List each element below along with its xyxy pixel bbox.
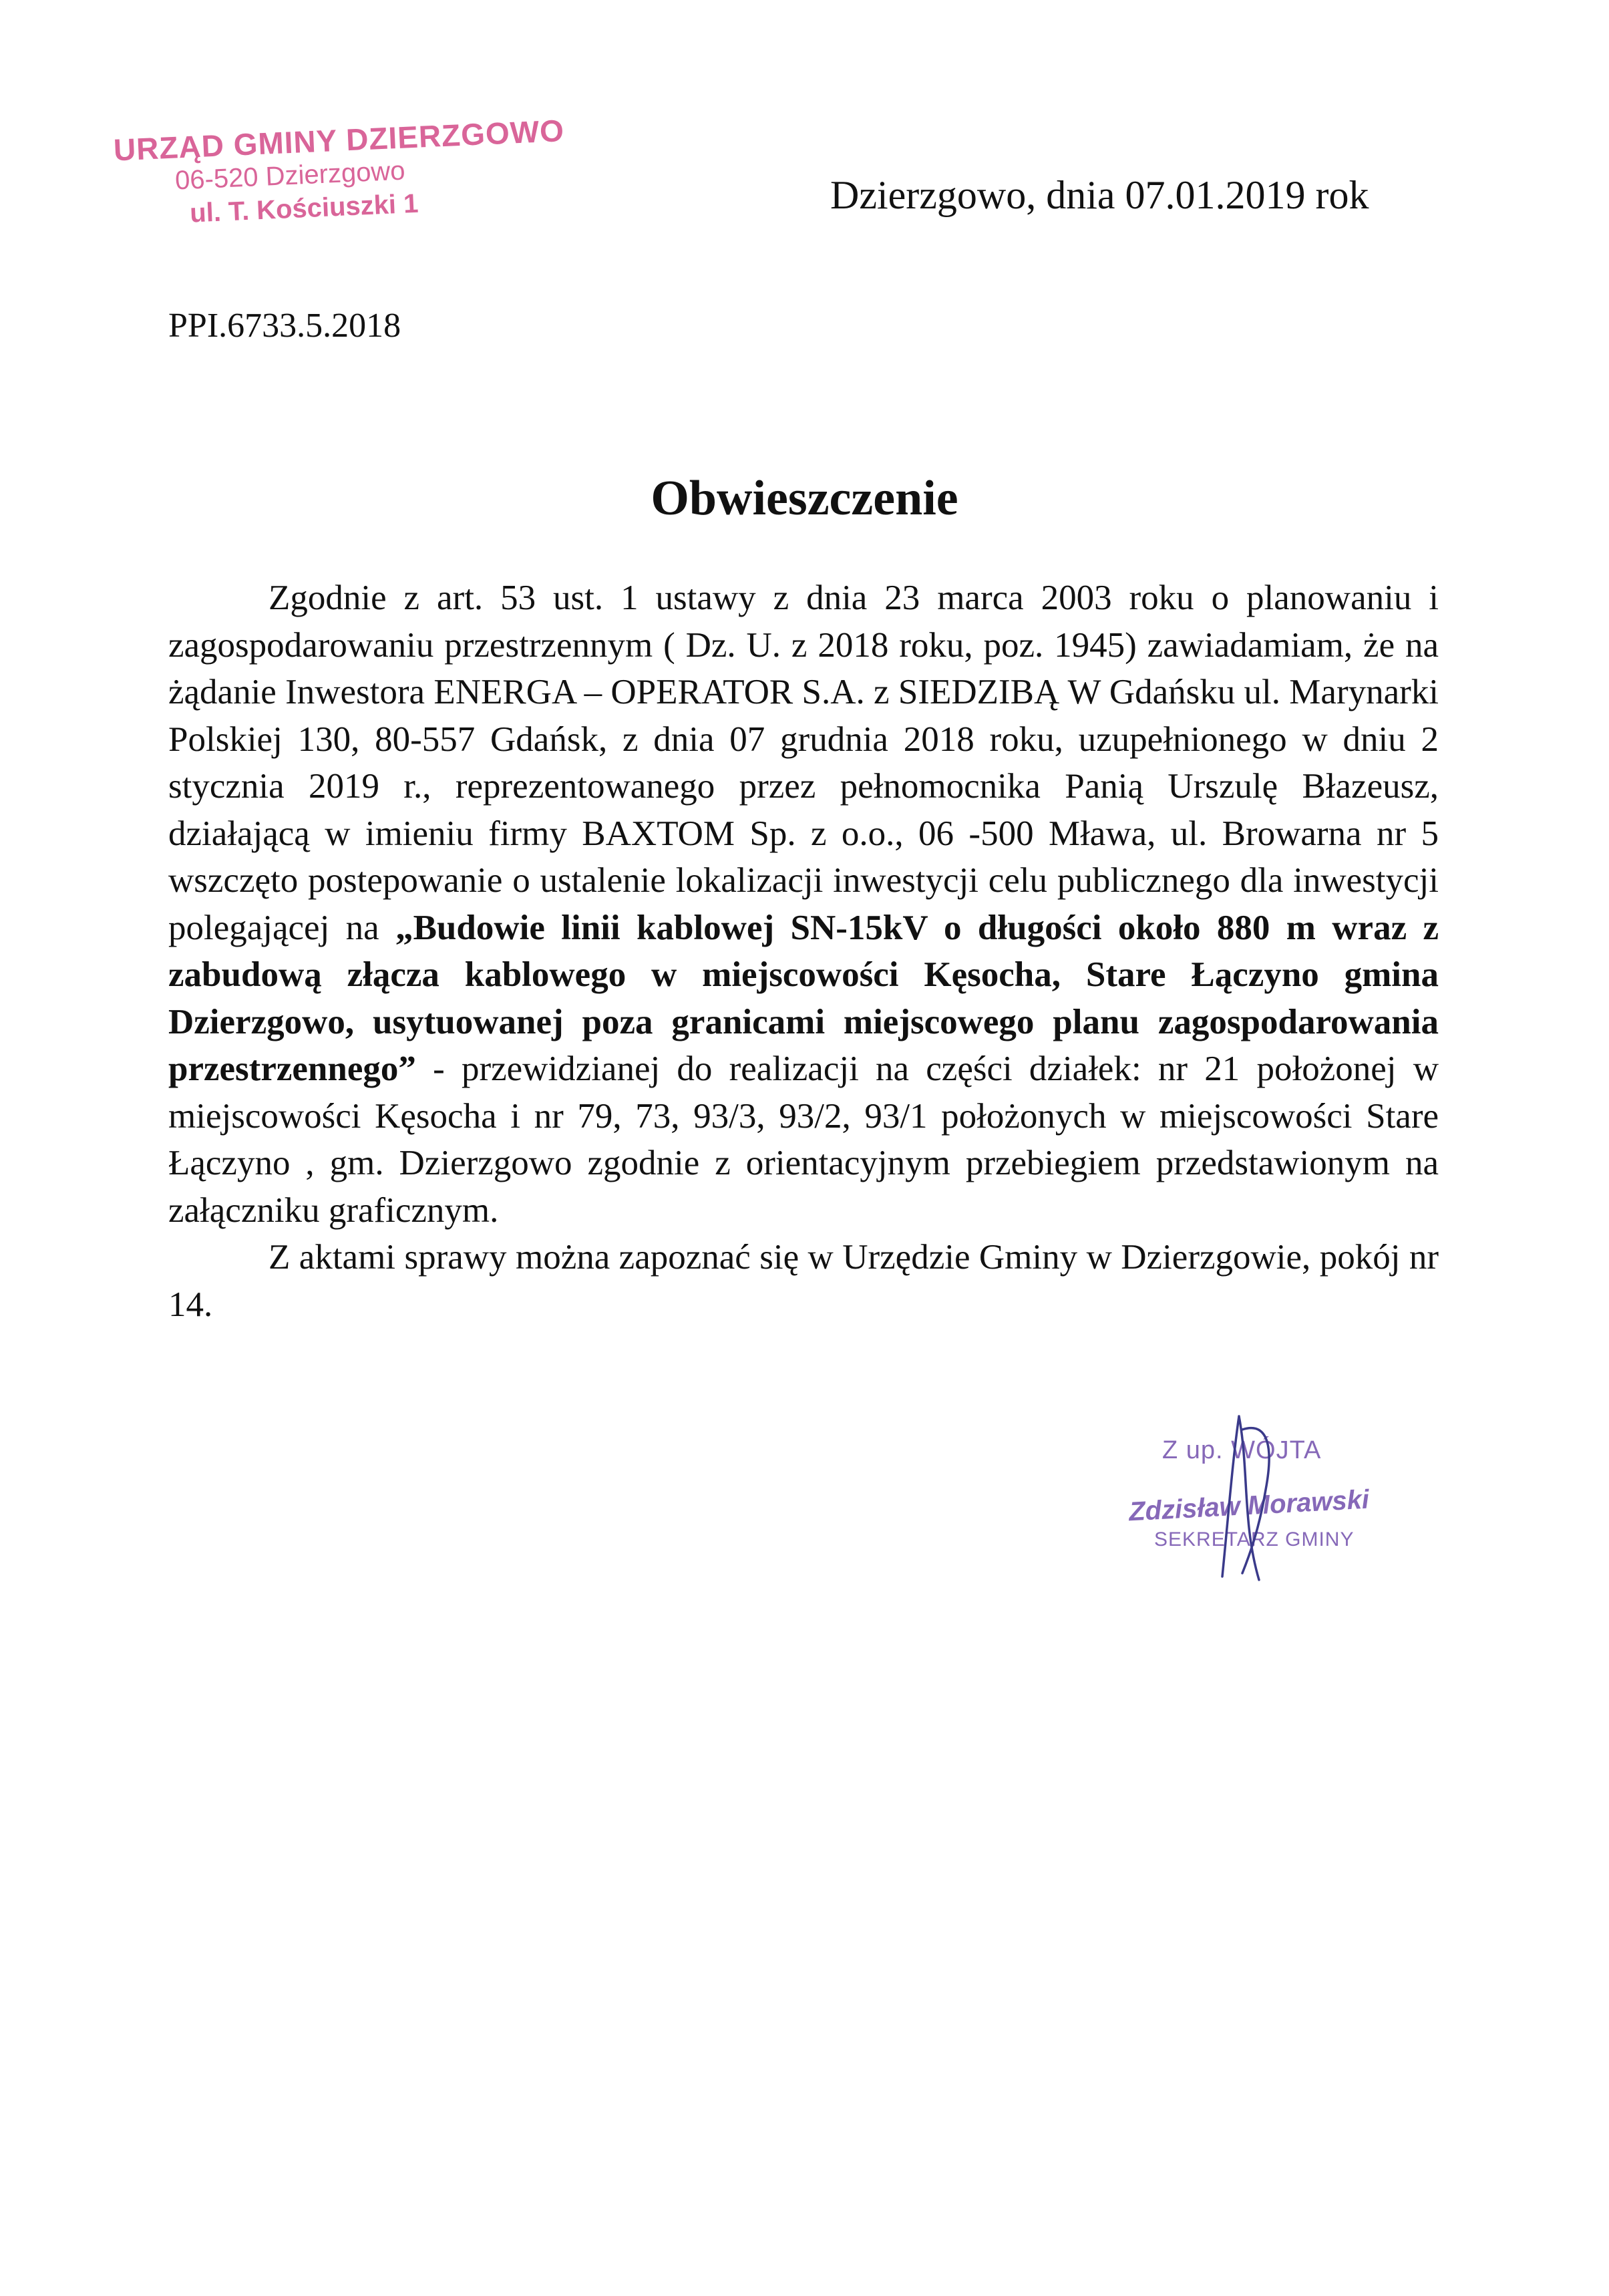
stamp-postal-address: 06-520 Dzierzgowo xyxy=(174,156,406,196)
signatory-name: Zdzisław Morawski xyxy=(1128,1484,1370,1527)
document-body xyxy=(168,575,1439,1328)
paragraph-notice xyxy=(168,575,1439,1234)
signatory-position: SEKRETARZ GMINY xyxy=(1154,1528,1355,1550)
paragraph-notice-text-a: Zgodnie z art. 53 ust. 1 ustawy z dnia 23 marca 2003 roku o planowaniu i zagospodarowaniu przestrzennym ( Dz. U. z 2018 roku, poz. 1945) zawiadamiam, że na żądanie Inwestora ENERGA – OPERATOR S.A. z SIEDZIBĄ W Gdańsku ul. Marynarki Polskiej 130, 80-557 Gdańsk, z dnia 07 grudnia 2018 roku, uzupełnionego w dniu 2 stycznia 2019 r., reprezentowanego przez pełnomocnika Panią Urszulę Błazeusz, działającą w imieniu firmy BAXTOM Sp. z o.o., 06 -500 Mława, ul. Browarna nr 5 wszczęto postepowanie o ustalenie lokalizacji inwestycji celu publicznego dla inwestycji polegającej na xyxy=(168,579,1439,947)
handwritten-signature xyxy=(1202,1410,1336,1583)
investment-description: „Budowie linii kablowej SN-15kV o długości około 880 m wraz z zabudową złącza kablowego w miejscowości Kęsocha, Stare Łączyno gmina Dzierzgowo, usytuowanej poza granicami miejscowego planu zagospodarowania przestrzennego” xyxy=(168,908,1439,1088)
document-title: Obwieszczenie xyxy=(651,471,958,526)
reference-number: PPI.6733.5.2018 xyxy=(168,307,401,345)
signature-authorization: Z up. WÓJTA xyxy=(1162,1436,1322,1464)
paragraph-notice-text-b: - przewidzianej do realizacji na części działek: nr 21 położonej w miejscowości Kęsocha i nr 79, 73, 93/3, 93/2, 93/1 położonych w miejscowości Stare Łączyno , gm. Dzierzgowo zgodnie z orientacyjnym przebiegiem przedstawionym na załączniku graficznym. xyxy=(168,1049,1439,1230)
paragraph-case-files: Z aktami sprawy można zapoznać się w Urzędzie Gminy w Dzierzgowie, pokój nr 14. xyxy=(168,1238,1439,1324)
stamp-office-name: URZĄD GMINY DZIERZGOWO xyxy=(112,113,565,168)
signature-block xyxy=(1129,1410,1436,1583)
office-stamp xyxy=(106,101,565,246)
place-and-date: Dzierzgowo, dnia 07.01.2019 rok xyxy=(830,173,1369,217)
stamp-street-address: ul. T. Kościuszki 1 xyxy=(189,188,419,228)
